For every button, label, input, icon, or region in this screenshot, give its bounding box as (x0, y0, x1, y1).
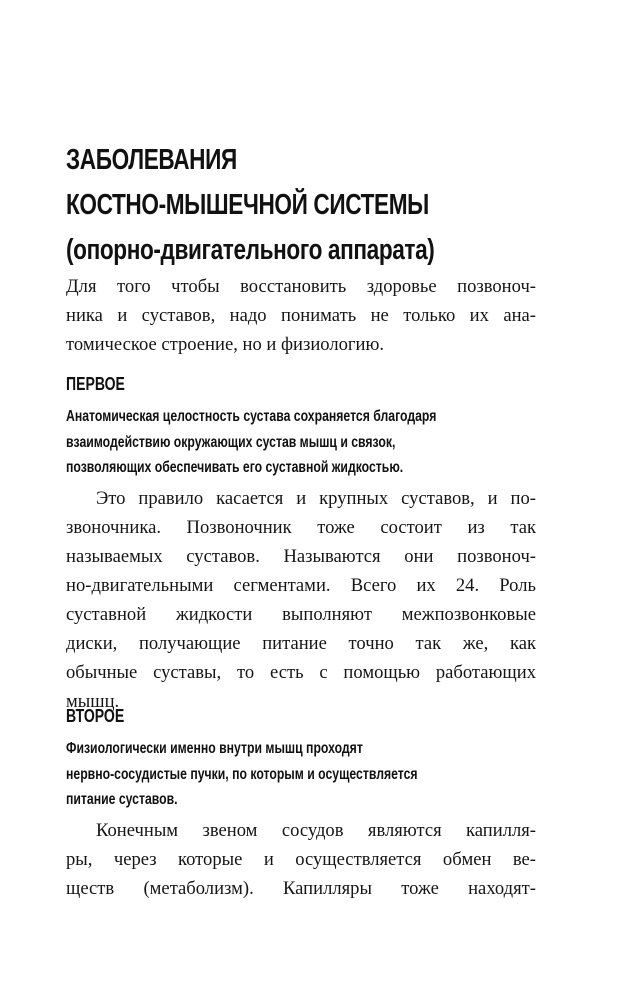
text-line: ры, через которые и осуществляется обмен ве- (66, 849, 536, 870)
body-paragraph-second (66, 816, 536, 903)
chapter-title-line: КОСТНО-МЫШЕЧНОЙ СИСТЕМЫ (66, 189, 429, 221)
text-line: называемых суставов. Называются они позвоноч- (66, 546, 536, 567)
rule-line: позволяющих обеспечивать его суставной жидкостью. (66, 459, 404, 476)
section-heading-second: ВТОРОЕ (66, 706, 125, 726)
rule-statement-second (66, 736, 537, 813)
text-line: обычные суставы, то есть с помощью работающих (66, 662, 536, 683)
rule-line: Анатомическая целостность сустава сохраняется благодаря (66, 408, 437, 425)
section-heading-first: ПЕРВОЕ (66, 374, 125, 394)
intro-paragraph (66, 272, 536, 359)
chapter-title-line: (опорно-двигательного аппарата) (66, 234, 435, 266)
text-line: томическое строение, но и физиологию. (66, 334, 385, 355)
rule-statement-first (66, 404, 537, 481)
text-line: ника и суставов, надо понимать не только их ана- (66, 305, 536, 326)
text-line: но-двигательными сегментами. Всего их 24. Роль (66, 575, 536, 596)
text-line: мышц. (66, 691, 120, 712)
text-line: диски, получающие питание точно так же, как (66, 633, 536, 654)
rule-line: взаимодействию окружающих сустав мышц и связок, (66, 433, 396, 451)
text-line: суставной жидкости выполняют межпозвонковые (66, 604, 536, 625)
chapter-title-line: ЗАБОЛЕВАНИЯ (66, 144, 237, 176)
text-line: Для того чтобы восстановить здоровье позвоноч- (66, 276, 536, 297)
rule-line: Физиологически именно внутри мышц проходят (66, 740, 363, 757)
book-page (66, 0, 534, 1000)
rule-line: питание суставов. (66, 791, 178, 808)
body-paragraph-first (66, 484, 536, 716)
text-line: Конечным звеном сосудов являются капилля- (96, 820, 536, 841)
text-line: ществ (метаболизм). Капилляры тоже находят- (66, 878, 536, 899)
chapter-title (66, 138, 440, 273)
text-line: Это правило касается и крупных суставов, и по- (96, 488, 536, 509)
text-line: звоночника. Позвоночник тоже состоит из так (66, 517, 536, 538)
rule-line: нервно-сосудистые пучки, по которым и осуществляется (66, 765, 418, 783)
